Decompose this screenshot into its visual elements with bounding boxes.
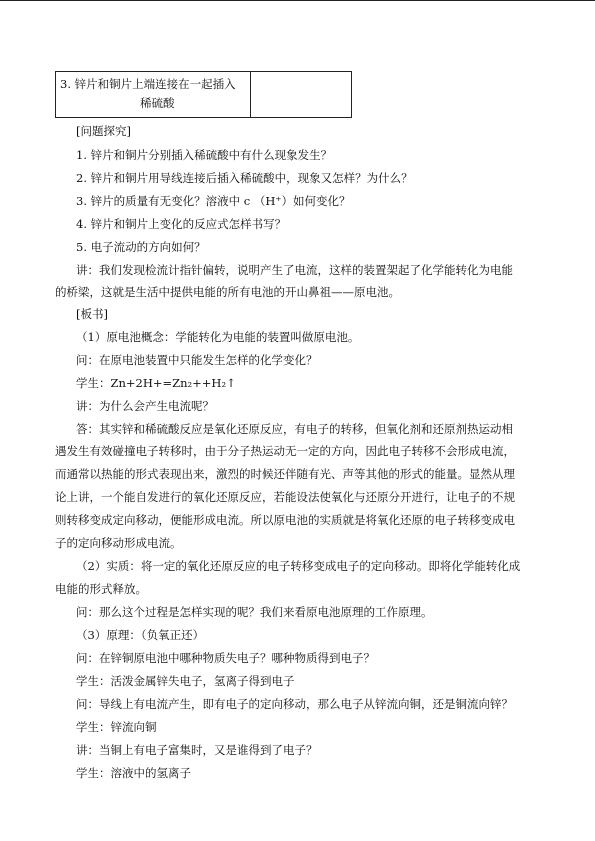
text-line: 1. 锌片和铜片分别插入稀硫酸中有什么现象发生？ bbox=[76, 148, 333, 162]
experiment-table bbox=[55, 71, 352, 118]
text-line: [问题探究] bbox=[76, 124, 131, 138]
text-line: 5. 电子流动的方向如何？ bbox=[76, 240, 206, 254]
text-line: 答：其实锌和稀硫酸反应是氧化还原反应，有电子的转移，但氧化剂和还原剂热运动相 bbox=[76, 422, 513, 436]
text-line: 问：在锌铜原电池中哪种物质失电子？哪种物质得到电子？ bbox=[76, 651, 375, 665]
text-line: 2. 锌片和铜片用导线连接后插入稀硫酸中，现象又怎样？为什么？ bbox=[76, 171, 413, 185]
table-cell-observation bbox=[251, 72, 352, 118]
text-line: 论上讲，一个能自发进行的氧化还原反应，若能设法使氧化与还原分开进行，让电子的不规 bbox=[55, 490, 515, 504]
text-line: 电能的形式释放。 bbox=[55, 582, 147, 596]
text-line: 学生：活泼金属锌失电子，氢离子得到电子 bbox=[76, 674, 295, 688]
text-line: 3. 锌片的质量有无变化？溶液中 c （H⁺）如何变化？ bbox=[76, 194, 351, 208]
table-row bbox=[56, 72, 352, 118]
text-line: [板书] bbox=[76, 307, 108, 321]
text-line: 学生：Zn+2H+=Zn₂++H₂↑ bbox=[76, 376, 236, 390]
text-line: 学生：溶液中的氢离子 bbox=[76, 766, 191, 780]
text-line: 则转移变成定向移动，便能形成电流。所以原电池的实质就是将氧化还原的电子转移变成电 bbox=[55, 513, 515, 527]
text-line: 子的定向移动形成电流。 bbox=[55, 536, 182, 550]
text-line: 的桥梁，这就是生活中提供电能的所有电池的开山鼻祖——原电池。 bbox=[55, 285, 400, 299]
text-line: 4. 锌片和铜片上变化的反应式怎样书写？ bbox=[76, 217, 287, 231]
text-line: 学生：锌流向铜 bbox=[76, 720, 157, 734]
text-line: （3）原理：（负氧正还） bbox=[76, 628, 205, 642]
text-line: 而通常以热能的形式表现出来，激烈的时候还伴随有光、声等其他的形式的能量。显然从理 bbox=[55, 467, 515, 481]
text-line: （1）原电池概念：学能转化为电能的装置叫做原电池。 bbox=[76, 330, 360, 344]
text-line: 问：导线上有电流产生，即有电子的定向移动，那么电子从锌流向铜，还是铜流向锌？ bbox=[76, 697, 513, 711]
text-line: 讲：当铜上有电子富集时，又是谁得到了电子？ bbox=[76, 743, 318, 757]
text-line: 讲：我们发现检流计指针偏转，说明产生了电流，这样的装置架起了化学能转化为电能 bbox=[76, 263, 513, 277]
text-line: （2）实质：将一定的氧化还原反应的电子转移变成电子的定向移动。即将化学能转化成 bbox=[76, 559, 521, 573]
text-line: 遇发生有效碰撞电子转移时，由于分子热运动无一定的方向，因此电子转移不会形成电流， bbox=[55, 444, 515, 458]
table-cell-step bbox=[56, 72, 251, 118]
page-top-rule bbox=[0, 0, 595, 1]
text-line: 问：在原电池装置中只能发生怎样的化学变化？ bbox=[76, 353, 318, 367]
step-text-line-1: 3. 锌片和铜片上端连接在一起插入 bbox=[60, 77, 236, 91]
step-text-line-2: 稀硫酸 bbox=[140, 96, 175, 110]
text-line: 问：那么这个过程是怎样实现的呢？我们来看原电池原理的工作原理。 bbox=[76, 605, 433, 619]
text-line: 讲：为什么会产生电流呢？ bbox=[76, 399, 214, 413]
